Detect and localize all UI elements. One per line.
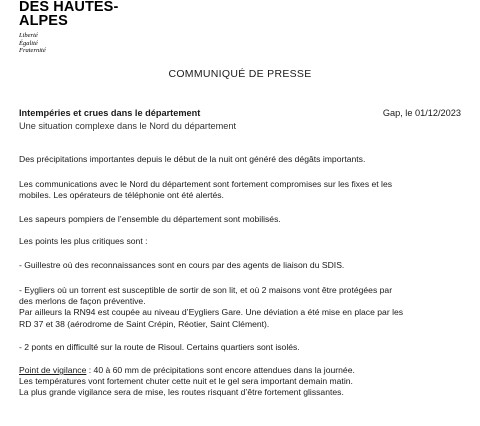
republic-motto [19,32,46,55]
paragraph-guillestre: - Guillestre où des reconnaissances sont en cours par des agents de liaison du SDIS. [19,260,345,270]
prefecture-name-line1: DES HAUTES- [19,0,119,15]
paragraph-bridges: - 2 ponts en difficulté sur la route de Risoul. Certains quartiers sont isolés. [19,342,300,352]
motto-fraternite: Fraternité [19,47,46,54]
paragraph-damage: Des précipitations importantes depuis le début de la nuit ont généré des dégâts importants. [19,154,366,164]
paragraph-critical-points: Les points les plus critiques sont : [19,236,148,246]
paragraph-firefighters: Les sapeurs pompiers de l’ensemble du département sont mobilisés. [19,214,281,224]
paragraph-line: La plus grande vigilance sera de mise, les routes risquant d’être fortement glissantes. [19,387,344,398]
motto-liberte: Liberté [19,32,38,39]
prefecture-name [19,0,118,28]
prefecture-name-line2: ALPES [19,13,68,29]
vigilance-text: : 40 à 60 mm de précipitations sont encore attendues dans la journée. [86,365,355,375]
paragraph-eygliers [19,285,469,330]
paragraph-line: - Eygliers où un torrent est susceptible de sortir de son lit, et où 2 maisons vont être protégées par [19,285,393,295]
subject-title: Intempéries et crues dans le département [19,108,201,118]
paragraph-line [19,365,469,376]
paragraph-line: Par ailleurs la RN94 est coupée au niveau d’Eygliers Gare. Une déviation a été mise en place par les [19,307,404,318]
paragraph-line: Les communications avec le Nord du département sont fortement compromises sur les fixes et les [19,179,393,189]
paragraph-line: Les températures vont fortement chuter cette nuit et le gel sera important demain matin. [19,376,353,387]
paragraph-line: des merlons de façon préventive. [19,296,146,307]
vigilance-label: Point de vigilance [19,365,87,375]
motto-egalite: Égalité [19,39,38,47]
paragraph-line: RD 37 et 38 (aérodrome de Saint Crépin, Réotier, Saint Clément). [19,318,270,329]
document-type: COMMUNIQUÉ DE PRESSE [168,68,312,80]
paragraph-vigilance [19,365,469,399]
subject-subtitle: Une situation complexe dans le Nord du département [19,121,237,131]
paragraph-line: mobiles. Les opérateurs de téléphonie ont été alertés. [19,190,224,201]
place-date: Gap, le 01/12/2023 [382,108,461,118]
paragraph-communications [19,179,469,201]
